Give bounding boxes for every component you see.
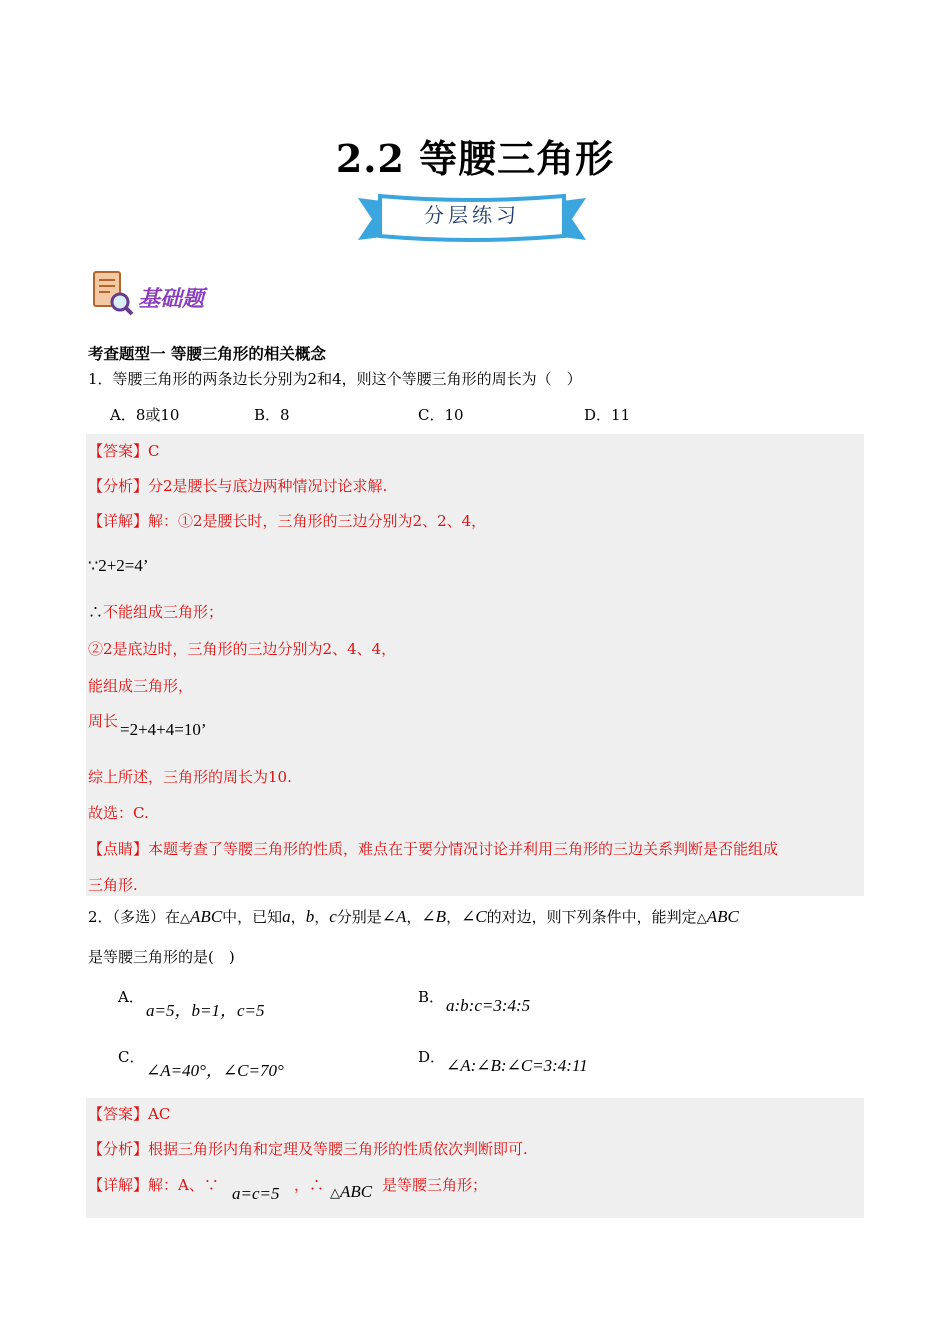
ribbon-label: 分层练习	[424, 203, 520, 227]
q2-var-b: b	[305, 907, 315, 926]
q2-option-b-label: B．	[418, 988, 445, 1006]
q1-option-a: A．8或10	[110, 406, 180, 424]
q1-option-d: D．11	[584, 406, 631, 424]
q1-summary: 综上所述，三角形的周长为10.	[88, 768, 292, 786]
q1-cannot: 不能组成三角形；	[103, 603, 224, 621]
q1-comment-line2: 三角形.	[88, 876, 138, 894]
q2-stem-part2: 中，已知	[222, 908, 283, 926]
because-symbol: ∵	[88, 556, 99, 575]
triangle-symbol: △	[180, 911, 191, 926]
q2-angle-b: ∠B	[421, 907, 447, 926]
q2-var-c: c	[329, 907, 337, 926]
q2-stem-part4: 的对边，则下列条件中，能判定	[486, 908, 697, 926]
q2-stem-part1: 2．（多选）在	[88, 908, 181, 926]
q2-stem-part3: 分别是	[336, 908, 382, 926]
q2-var-a: a	[282, 907, 291, 926]
q2-comma: ，	[446, 908, 462, 926]
q2-analysis: 【分析】根据三角形内角和定理及等腰三角形的性质依次判断即可.	[88, 1140, 528, 1158]
q2-abc: ABC	[190, 907, 223, 926]
q1-perimeter-eq: =2+4+4=10’	[120, 720, 207, 739]
section-title: 考查题型一 等腰三角形的相关概念	[88, 344, 326, 363]
q2-angle-a: ∠A	[381, 907, 407, 926]
therefore-symbol: ∴	[88, 603, 104, 621]
q2-detail-abc	[330, 1182, 372, 1202]
q1-eq1: 2+2=4	[98, 556, 143, 575]
q2-stem-line2: 是等腰三角形的是( )	[88, 948, 235, 966]
basic-questions-label: 基础题	[138, 287, 205, 312]
q1-cannot-line	[88, 601, 223, 622]
q2-detail-end: 是等腰三角形；	[382, 1176, 488, 1194]
q1-option-c: C．10	[418, 406, 464, 424]
document-search-icon	[92, 270, 134, 316]
q2-option-c: ∠A=40°，∠C=70°	[146, 1061, 284, 1080]
q1-eq2: =2+4+4=10	[120, 720, 201, 739]
q2-abc: ABC	[340, 1182, 373, 1201]
triangle-symbol: △	[330, 1186, 340, 1201]
q1-stem: 1．等腰三角形的两条边长分别为2和4，则这个等腰三角形的周长为（ ）	[88, 370, 582, 388]
q2-option-d-label: D．	[418, 1048, 446, 1066]
triangle-symbol: △	[696, 911, 707, 926]
q2-comma: ，	[314, 908, 330, 926]
q2-comma: ，	[406, 908, 422, 926]
q2-detail-eq: a=c=5	[232, 1184, 280, 1203]
q2-comma: ，	[290, 908, 306, 926]
q1-because-line: ∵2+2=4’	[88, 556, 149, 575]
q1-can: 能组成三角形，	[88, 677, 194, 695]
q2-option-d: ∠A:∠B:∠C=3:4:11	[446, 1056, 588, 1075]
q1-solution-panel	[86, 434, 864, 896]
q1-option-b: B．8	[254, 406, 290, 424]
q2-option-b: a:b:c=3:4:5	[446, 996, 531, 1015]
q1-detail: 【详解】解：①2是腰长时，三角形的三边分别为2、2、4，	[88, 512, 487, 530]
q2-angle-c: ∠C	[461, 907, 487, 926]
q2-abc: ABC	[706, 907, 739, 926]
q1-comment-line1: 【点睛】本题考查了等腰三角形的性质，难点在于要分情况讨论并利用三角形的三边关系判断是否能组成	[88, 840, 779, 858]
q2-detail-mid: ，∴	[294, 1176, 325, 1194]
q2-detail: 【详解】解：A、∵	[88, 1176, 219, 1194]
q1-case2: ②2是底边时，三角形的三边分别为2、4、4，	[88, 640, 397, 658]
q1-perimeter-label: 周长	[88, 712, 119, 730]
q1-choose: 故选：C.	[88, 804, 149, 822]
q1-analysis: 【分析】分2是腰长与底边两种情况讨论求解.	[88, 477, 388, 495]
q1-answer: 【答案】C	[88, 442, 160, 460]
q2-option-c-label: C．	[118, 1048, 145, 1066]
q2-answer: 【答案】AC	[88, 1105, 171, 1123]
q2-option-a: a=5，b=1，c=5	[146, 1001, 265, 1020]
q2-option-a-label: A．	[118, 988, 144, 1006]
q2-stem-line1	[88, 906, 739, 927]
page-title: 2.2 等腰三角形	[335, 136, 615, 181]
